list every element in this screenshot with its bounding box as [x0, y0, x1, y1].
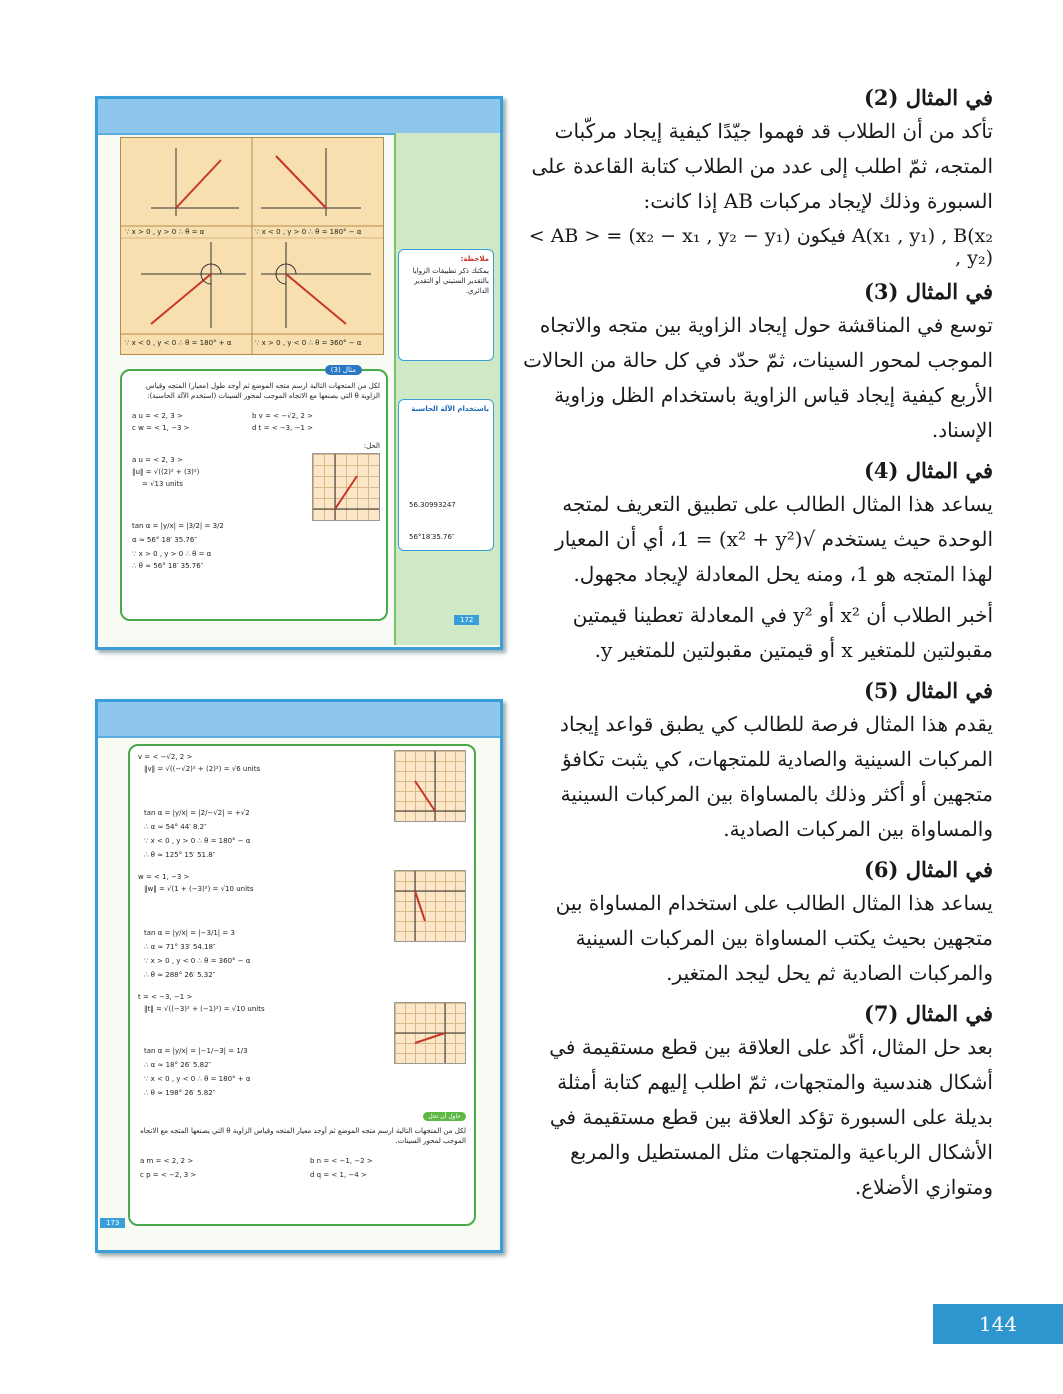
sol-line-4: tan α = |y/x| = |3/2| = 3/2	[132, 522, 224, 530]
b-line-3: tan α = |y/x| = |2/−√2| = +√2	[144, 809, 250, 817]
sol-line-6: ∵ x > 0 , y > 0 ∴ θ = α	[132, 550, 212, 558]
solution-label: الحل:	[363, 442, 380, 450]
page-label-173: 173	[100, 1218, 125, 1228]
try-item-c: c p = < −2, 3 >	[140, 1171, 197, 1179]
section-example-6	[523, 857, 993, 991]
caption-q4: ∵ x > 0 , y < 0 ∴ θ = 360° − α	[255, 339, 362, 347]
caption-q3: ∵ x < 0 , y < 0 ∴ θ = 180° + α	[125, 339, 232, 347]
quadrant-diagrams	[120, 137, 384, 355]
try-prompt: لكل من المتجهات التالية ارسم متجه الموضع ثم أوجد معيار المتجه وقياس الزاوية θ التي يصنعها المتجه مع الاتجاه الموجب لمحور السينات.	[140, 1127, 466, 1145]
section-title: في المثال (5)	[863, 678, 993, 703]
section-paragraph: يقدم هذا المثال فرصة للطالب كي يطبق قواعد إيجاد المركبات السينية والصادية للمتجهات، كي يثبت تكافؤ متجهين أو أكثر وذلك بالمساواة بين المركبات السينية والمساواة بين المركبات الصادية.	[560, 712, 993, 841]
item-a: a u = < 2, 3 >	[132, 412, 183, 420]
try-badge: حاول أن تحل	[423, 1112, 466, 1121]
vector-components-formula: < AB > = (x₂ − x₁ , y₂ − y₁) فيكون A(x₁ , y₁) , B(x₂ , y₂)	[528, 225, 993, 269]
b-line-2: ‖v‖ = √((−√2)² + (2)²) = √6 units	[144, 765, 261, 773]
section-title: في المثال (4)	[863, 458, 993, 483]
sol-line-5: α ≈ 56° 18′ 35.76″	[132, 536, 197, 544]
d-line-1: t = < −3, −1 >	[138, 993, 193, 1001]
calculator-box	[398, 399, 494, 551]
graph-b-vector	[395, 751, 465, 821]
solutions-box	[128, 744, 476, 1226]
try-item-d: d q = < 1, −4 >	[310, 1171, 367, 1179]
section-paragraph: يساعد هذا المثال الطالب على استخدام المساواة بين متجهين بحيث يكتب المساواة بين المركبات السينية والمركبات الصادية ثم يحل ليجد المتغير.	[555, 891, 993, 985]
item-c: c w = < 1, −3 >	[132, 424, 190, 432]
sol-line-3: = √13 units	[142, 480, 183, 488]
calc-angle: 56°18′35.76″	[409, 533, 455, 541]
section-example-5	[523, 678, 993, 847]
side-notes-strip	[394, 133, 500, 645]
d-line-3: tan α = |y/x| = |−1/−3| = 1/3	[144, 1047, 248, 1055]
page-header-band	[98, 99, 500, 135]
b-line-1: v = < −√2, 2 >	[138, 753, 193, 761]
d-line-2: ‖t‖ = √((−3)² + (−1)²) = √10 units	[144, 1005, 265, 1013]
graph-d	[394, 1002, 466, 1064]
section-example-4	[523, 458, 993, 668]
b-line-6: ∴ θ ≈ 125° 15′ 51.8″	[144, 851, 216, 859]
example-badge: مثال (3)	[325, 365, 362, 375]
note-box	[398, 249, 494, 361]
c-line-6: ∴ θ ≈ 288° 26′ 5.32″	[144, 971, 216, 979]
item-b: b v = < −√2, 2 >	[252, 412, 313, 420]
b-line-5: ∵ x < 0 , y > 0 ∴ θ = 180° − α	[144, 837, 251, 845]
section-title: في المثال (2)	[863, 85, 993, 110]
section-title: في المثال (6)	[863, 857, 993, 882]
try-item-b: b n = < −1, −2 >	[310, 1157, 373, 1165]
note-text: يمكنك ذكر تطبيقات الزوايا بالتقدير الستيني أو التقدير الدائري.	[412, 267, 489, 295]
quadrant-svg	[121, 138, 383, 354]
section-title: في المثال (3)	[863, 279, 993, 304]
section-example-3	[523, 279, 993, 448]
graph-b	[394, 750, 466, 822]
graph-d-vector	[395, 1003, 465, 1063]
graph-c-vector	[395, 871, 465, 941]
example-3-box	[120, 366, 388, 621]
page-number-tab: 144	[933, 1304, 1063, 1344]
c-line-4: ∴ α ≈ 71° 33′ 54.18″	[144, 943, 216, 951]
example-prompt: لكل من المتجهات التالية ارسم متجه الموضع ثم أوجد طول (معيار) المتجه وقياس الزاوية θ التي يصنعها مع الاتجاه الموجب لمحور السينات (استخدم الآلة الحاسبة):	[146, 382, 380, 400]
graph-c	[394, 870, 466, 942]
sol-line-1: a u = < 2, 3 >	[132, 456, 183, 464]
section-paragraph: تأكد من أن الطلاب قد فهموا جيّدًا كيفية إيجاد مركّبات المتجه، ثمّ اطلب إلى عدد من الطلاب كتابة القاعدة على السبورة وذلك لإيجاد مركبات AB إذا كانت:	[531, 119, 993, 213]
section-paragraph: يساعد هذا المثال الطالب على تطبيق التعريف لمتجه الوحدة حيث يستخدم √(x² + y²) = 1، أي أن المعيار لهذا المتجه هو 1، ومنه يحل المعادلة لإيجاد مجهول.	[555, 492, 993, 586]
c-line-5: ∵ x > 0 , y < 0 ∴ θ = 360° − α	[144, 957, 251, 965]
caption-q2: ∵ x < 0 , y > 0 ∴ θ = 180° − α	[255, 228, 362, 236]
section-paragraph: بعد حل المثال، أكّد على العلاقة بين قطع مستقيمة في أشكال هندسية والمتجهات، ثمّ اطلب إليهم كتابة أمثلة بديلة على السبورة تؤكد العلاقة بين قطع مستقيمة في الأشكال الرباعية والمتجهات مثل المستطيل والمربع ومتوازي الأضلاع.	[549, 1035, 993, 1199]
c-line-2: ‖w‖ = √(1 + (−3)²) = √10 units	[144, 885, 254, 893]
c-line-3: tan α = |y/x| = |−3/1| = 3	[144, 929, 235, 937]
sol-line-7: ∴ θ ≈ 56° 18′ 35.76″	[132, 562, 204, 570]
try-item-a: a m = < 2, 2 >	[140, 1157, 194, 1165]
calc-result: 56.30993247	[409, 501, 456, 509]
caption-q1: ∵ x > 0 , y > 0 ∴ θ = α	[125, 228, 205, 236]
section-example-2	[523, 85, 993, 269]
note-title: ملاحظة:	[460, 255, 489, 263]
section-example-7	[523, 1001, 993, 1205]
d-line-6: ∴ θ ≈ 198° 26′ 5.82″	[144, 1089, 216, 1097]
graph-a	[312, 453, 380, 521]
d-line-4: ∴ α ≈ 18° 26′ 5.82″	[144, 1061, 212, 1069]
textbook-page-172	[95, 96, 503, 650]
sol-line-2: ‖u‖ = √((2)² + (3)²)	[132, 468, 200, 476]
page-label-172: 172	[454, 615, 479, 625]
c-line-1: w = < 1, −3 >	[138, 873, 190, 881]
section-title: في المثال (7)	[863, 1001, 993, 1026]
section-paragraph: أخبر الطلاب أن x² أو y² في المعادلة تعطينا قيمتين مقبولتين للمتغير x أو قيمتين مقبولتين للمتغير y.	[572, 603, 993, 662]
b-line-4: ∴ α ≈ 54° 44′ 8.2″	[144, 823, 207, 831]
graph-a-vector	[313, 454, 379, 520]
page-header-band	[98, 702, 500, 738]
textbook-page-173	[95, 699, 503, 1253]
section-paragraph: توسع في المناقشة حول إيجاد الزاوية بين متجه والاتجاه الموجب لمحور السينات، ثمّ حدّد في كل حالة من الحالات الأربع كيفية إيجاد قياس الزاوية باستخدام الظل وزاوية الإسناد.	[523, 313, 993, 442]
d-line-5: ∵ x < 0 , y < 0 ∴ θ = 180° + α	[144, 1075, 251, 1083]
item-d: d t = < −3, −1 >	[252, 424, 313, 432]
teacher-notes-column	[523, 85, 993, 1215]
calc-title: باستخدام الآلة الحاسبة	[411, 405, 489, 413]
